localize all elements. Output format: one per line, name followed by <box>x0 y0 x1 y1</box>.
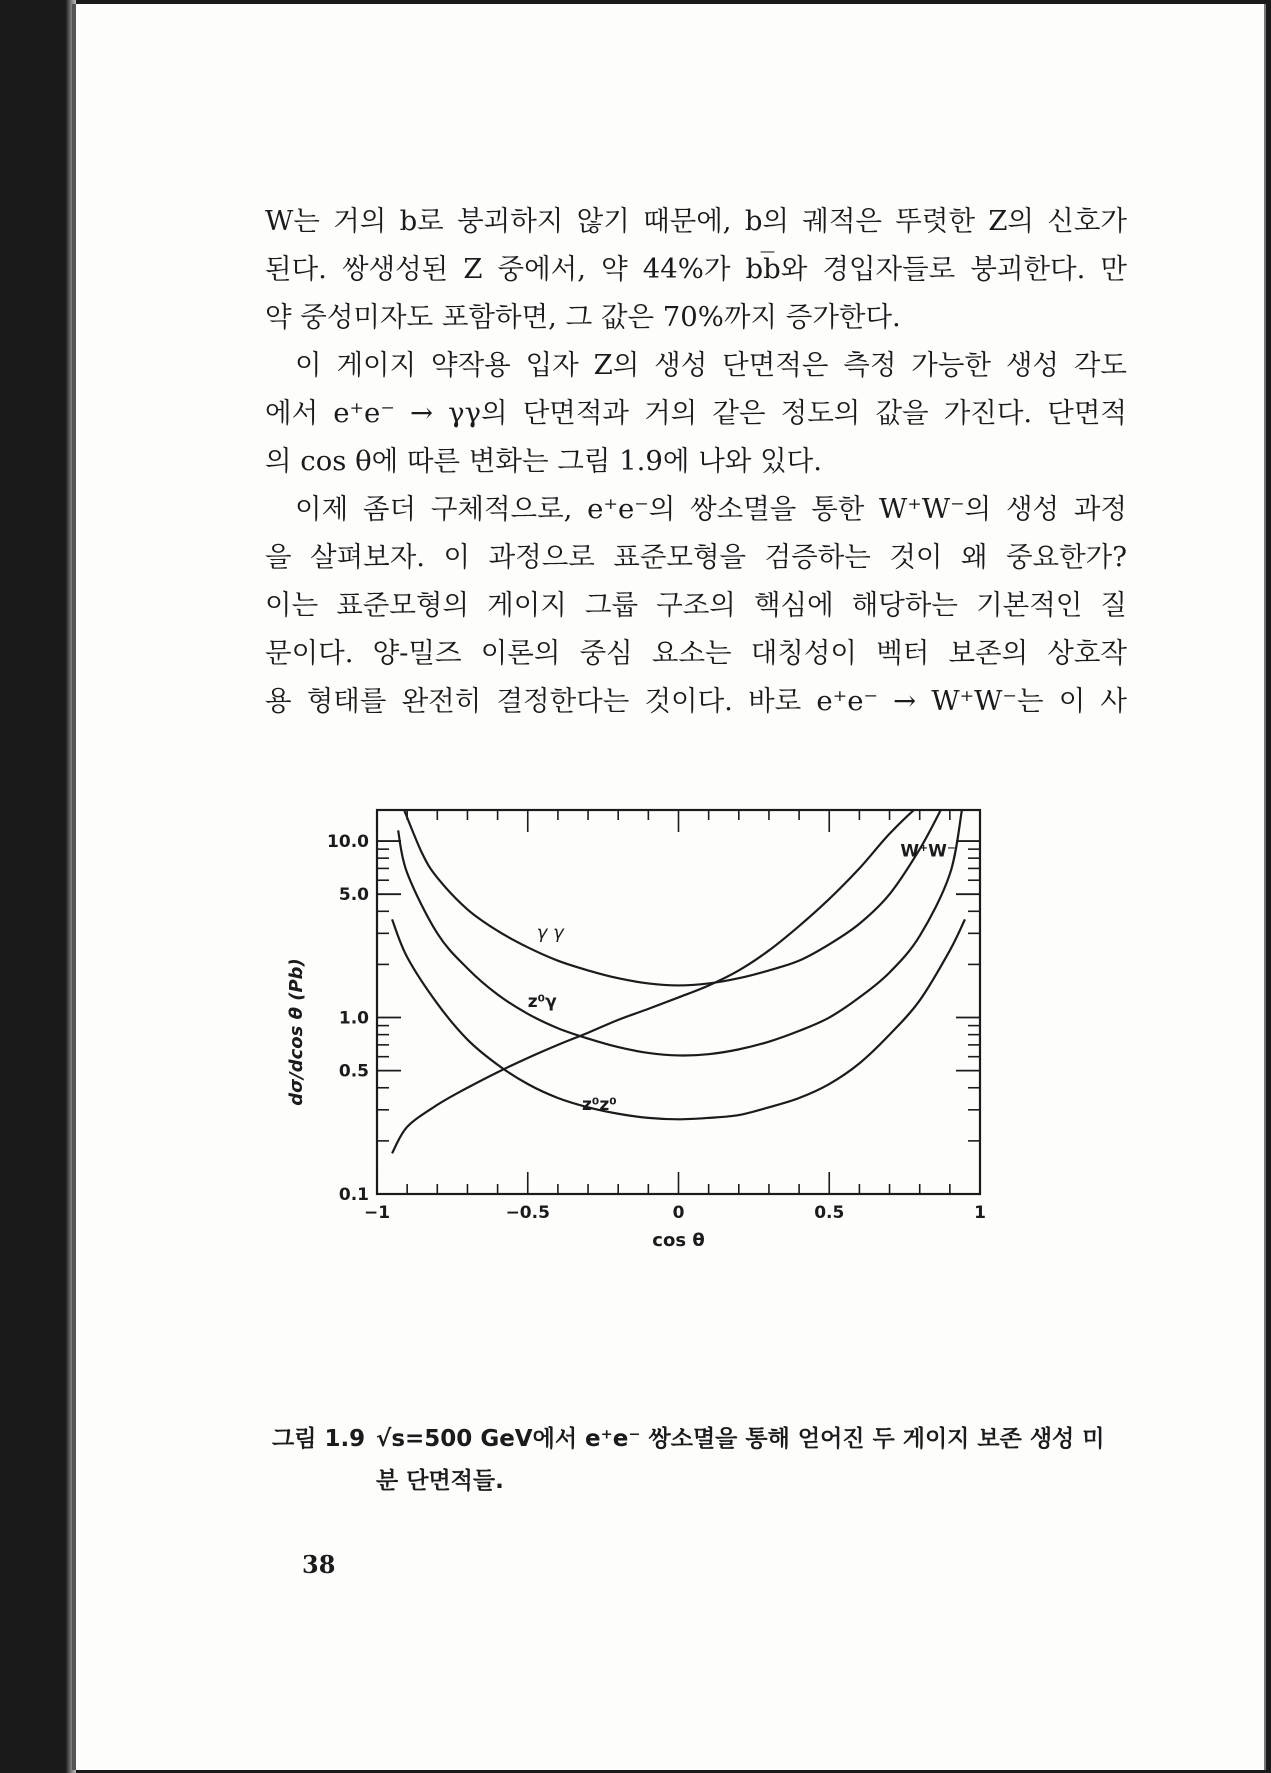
x-axis-label: cos θ <box>652 1230 705 1251</box>
caption-label: 그림 1.9 <box>272 1426 366 1452</box>
y-tick-label: 1.0 <box>338 1008 369 1029</box>
zg-label: z⁰γ <box>527 991 557 1012</box>
text-line: 된다. 쌍생성된 Z 중에서, 약 44%가 bb̅와 경입자들로 붕괴한다. 만 <box>265 253 1127 285</box>
x-tick-label: 0.5 <box>814 1203 845 1223</box>
text-line: W는 거의 b로 붕괴하지 않기 때문에, b의 궤적은 뚜렷한 Z의 신호가 <box>265 205 1127 237</box>
zz-curve <box>392 919 965 1119</box>
plot-frame <box>377 810 980 1194</box>
zz-label: z⁰z⁰ <box>582 1094 617 1115</box>
y-tick-label: 0.5 <box>338 1061 369 1082</box>
x-tick-label: −1 <box>363 1203 391 1223</box>
y-tick-label: 5.0 <box>338 885 369 906</box>
y-axis-label: dσ/dcos θ (Pb) <box>286 958 307 1106</box>
x-tick-label: 1 <box>974 1203 986 1223</box>
figure-caption <box>272 1418 1132 1502</box>
gg-curve <box>404 810 941 985</box>
text-line: 을 살펴보자. 이 과정으로 표준모형을 검증하는 것이 왜 중요한가? <box>265 541 1127 573</box>
paragraph-1 <box>265 197 1127 341</box>
cross-section-chart <box>280 800 1160 1410</box>
text-line: 이는 표준모형의 게이지 그룹 구조의 핵심에 해당하는 기본적인 질 <box>265 589 1127 621</box>
ww-label: W⁺W⁻ <box>900 841 956 862</box>
y-tick-label: 10.0 <box>327 832 369 853</box>
text-line: 문이다. 양-밀즈 이론의 중심 요소는 대칭성이 벡터 보존의 상호작 <box>265 637 1127 669</box>
text-line: 의 cos θ에 따른 변화는 그림 1.9에 나와 있다. <box>265 445 822 477</box>
text-line: 용 형태를 완전히 결정한다는 것이다. 바로 e⁺e⁻ → W⁺W⁻는 이 사 <box>265 685 1127 717</box>
gg-label: γ γ <box>536 922 564 944</box>
text-line: 약 중성미자도 포함하면, 그 값은 70%까지 증가한다. <box>265 301 901 333</box>
x-tick-label: −0.5 <box>505 1203 550 1223</box>
page-number: 38 <box>302 1550 336 1579</box>
paragraph-2 <box>265 341 1127 485</box>
caption-line-2: 분 단면적들. <box>376 1468 504 1494</box>
paragraph-3 <box>265 485 1127 725</box>
y-tick-label: 0.1 <box>338 1185 369 1205</box>
text-line: 이제 좀더 구체적으로, e⁺e⁻의 쌍소멸을 통한 W⁺W⁻의 생성 과정 <box>295 493 1127 525</box>
ww-curve <box>392 800 935 1153</box>
text-line: 에서 e⁺e⁻ → γγ의 단면적과 거의 같은 정도의 값을 가진다. 단면적 <box>265 397 1127 429</box>
text-line: 이 게이지 약작용 입자 Z의 생성 단면적은 측정 가능한 생성 각도 <box>295 349 1127 381</box>
caption-line-1: √s=500 GeV에서 e⁺e⁻ 쌍소멸을 통해 얻어진 두 게이지 보존 생성 미 <box>376 1426 1105 1452</box>
x-tick-label: 0 <box>672 1203 685 1223</box>
